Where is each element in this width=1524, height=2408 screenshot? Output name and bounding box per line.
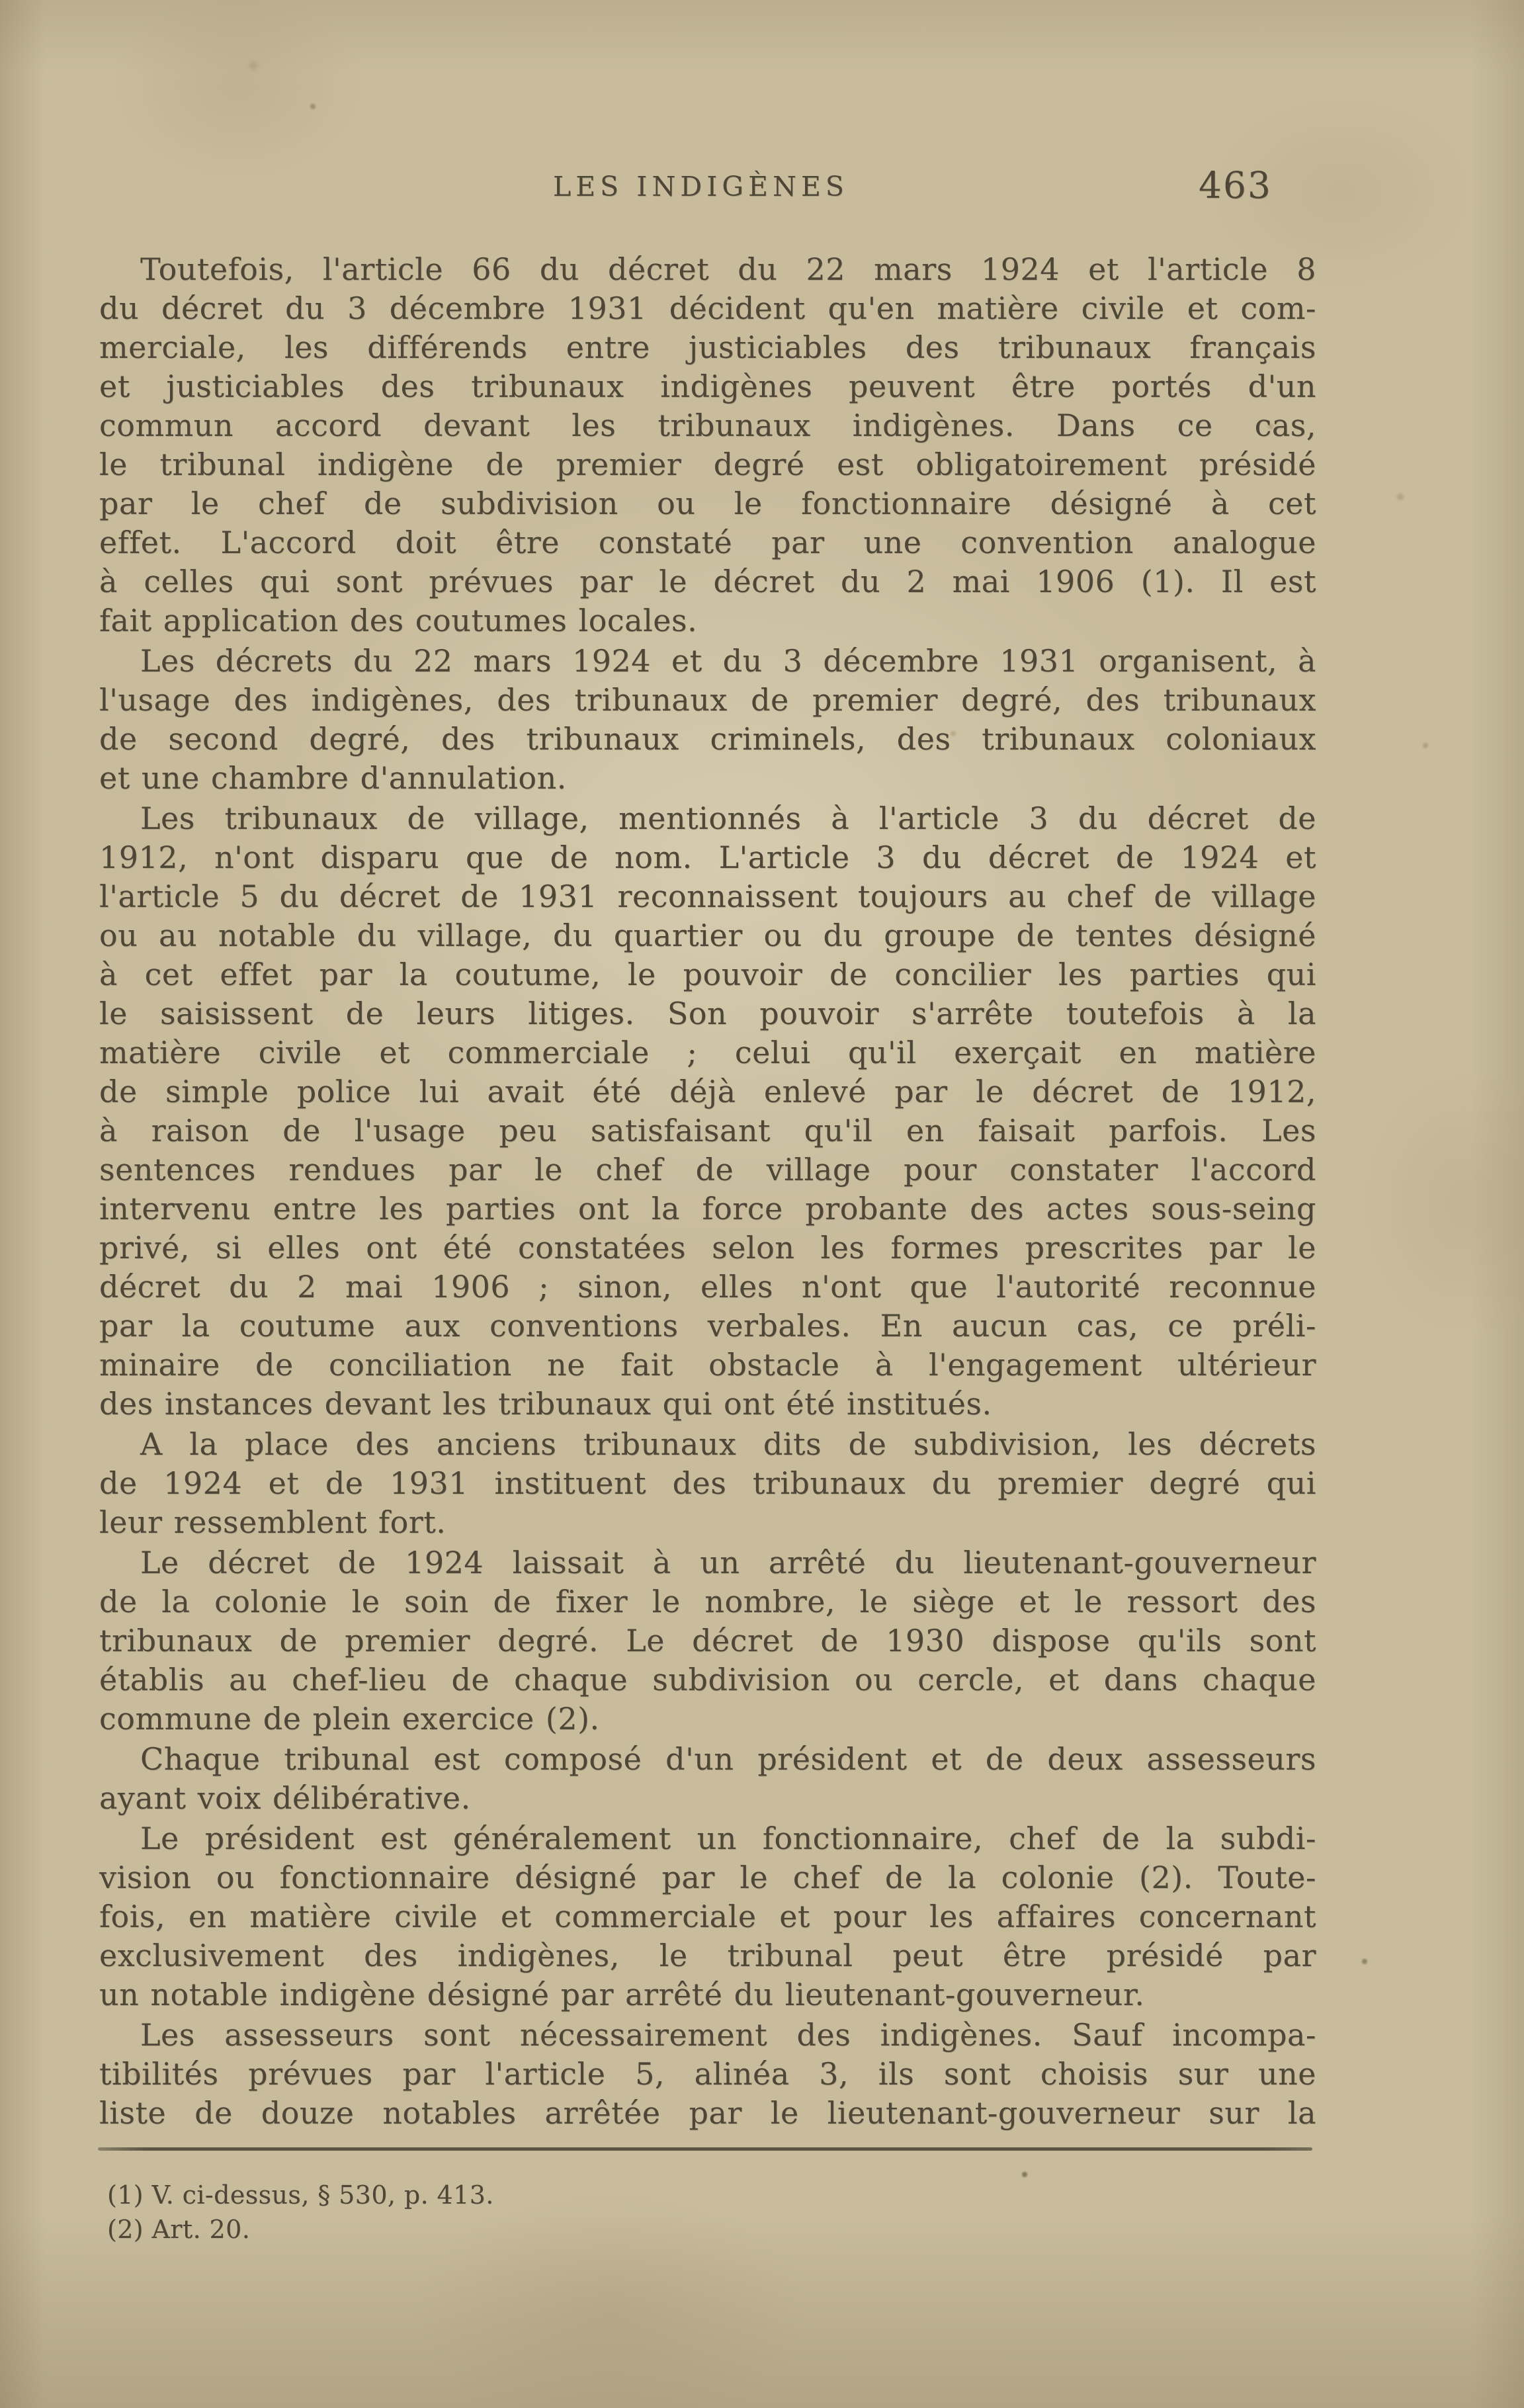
text-line: décret du 2 mai 1906 ; sinon, elles n'ont que l'autorité reconnue [99, 1269, 1316, 1305]
text-line: Les tribunaux de village, mentionnés à l'article 3 du décret de [140, 800, 1316, 836]
text-line: de la colonie le soin de fixer le nombre, le siège et le ressort des [99, 1584, 1316, 1619]
paragraph [99, 250, 1316, 640]
footnotes [107, 2178, 1232, 2247]
paragraph [99, 799, 1316, 1424]
text-line: effet. L'accord doit être constaté par une convention analogue [99, 525, 1316, 560]
text-line: Le décret de 1924 laissait à un arrêté du lieutenant-gouverneur [140, 1545, 1316, 1580]
footnote-separator [98, 2147, 1312, 2151]
text-line: à raison de l'usage peu satisfaisant qu'il en faisait parfois. Les [99, 1113, 1316, 1148]
text-line: minaire de conciliation ne fait obstacle à l'engagement ultérieur [99, 1347, 1316, 1383]
running-header [553, 171, 849, 202]
text-line: de 1924 et de 1931 instituent des tribunaux du premier degré qui [99, 1465, 1316, 1501]
text-line: 1912, n'ont disparu que de nom. L'article 3 du décret de 1924 et [99, 839, 1316, 875]
text-line: le saisissent de leurs litiges. Son pouvoir s'arrête toutefois à la [99, 996, 1316, 1031]
text-line: du décret du 3 décembre 1931 décident qu'en matière civile et com- [99, 290, 1316, 326]
text-line: ou au notable du village, du quartier ou du groupe de tentes désigné [99, 918, 1316, 953]
footnote: (1) V. ci-dessus, § 530, p. 413. [107, 2180, 494, 2210]
text-line: leur ressemblent fort. [99, 1504, 446, 1540]
text-line: fait application des coutumes locales. [99, 603, 698, 638]
text-line: un notable indigène désigné par arrêté du lieutenant-gouverneur. [99, 1977, 1145, 2012]
page-number: 463 [1199, 164, 1272, 206]
text-line: Les assesseurs sont nécessairement des indigènes. Sauf incompa- [140, 2017, 1316, 2053]
text-line: tibilités prévues par l'article 5, alinéa 3, ils sont choisis sur une [99, 2056, 1316, 2092]
paragraph [99, 642, 1316, 798]
text-line: Toutefois, l'article 66 du décret du 22 mars 1924 et l'article 8 [140, 251, 1316, 287]
text-line: par le chef de subdivision ou le fonctionnaire désigné à cet [99, 486, 1316, 521]
text-line: privé, si elles ont été constatées selon les formes prescrites par le [99, 1230, 1316, 1266]
text-line: intervenu entre les parties ont la force probante des actes sous-seing [99, 1191, 1316, 1226]
text-line: l'usage des indigènes, des tribunaux de premier degré, des tribunaux [99, 682, 1316, 718]
paragraph [99, 1425, 1316, 1542]
text-line: Les décrets du 22 mars 1924 et du 3 décembre 1931 organisent, à [140, 643, 1316, 679]
text-line: le tribunal indigène de premier degré est obligatoirement présidé [99, 447, 1316, 482]
text-line: à cet effet par la coutume, le pouvoir de concilier les parties qui [99, 957, 1316, 992]
text-line: Le président est généralement un fonctionnaire, chef de la subdi- [140, 1821, 1316, 1856]
text-line: et une chambre d'annulation. [99, 760, 567, 796]
paragraph [99, 2016, 1316, 2133]
text-line: matière civile et commerciale ; celui qu'il exerçait en matière [99, 1035, 1316, 1070]
text-line: de second degré, des tribunaux criminels, des tribunaux coloniaux [99, 721, 1316, 757]
running-header-title: LES INDIGÈNES [553, 171, 849, 202]
text-line: commun accord devant les tribunaux indigènes. Dans ce cas, [99, 408, 1316, 443]
text-line: A la place des anciens tribunaux dits de subdivision, les décrets [140, 1426, 1316, 1462]
text-line: de simple police lui avait été déjà enlevé par le décret de 1912, [99, 1074, 1316, 1109]
text-line: tribunaux de premier degré. Le décret de 1930 dispose qu'ils sont [99, 1623, 1316, 1658]
text-line: fois, en matière civile et commerciale et pour les affaires concernant [99, 1899, 1316, 1934]
text-line: établis au chef-lieu de chaque subdivision ou cercle, et dans chaque [99, 1662, 1316, 1698]
paragraph [99, 1819, 1316, 2014]
text-line: vision ou fonctionnaire désigné par le chef de la colonie (2). Toute- [99, 1860, 1316, 1895]
footnote: (2) Art. 20. [107, 2215, 251, 2244]
text-line: des instances devant les tribunaux qui ont été institués. [99, 1386, 992, 1422]
text-line: commune de plein exercice (2). [99, 1701, 600, 1737]
paragraph [99, 1543, 1316, 1739]
text-line: à celles qui sont prévues par le décret du 2 mai 1906 (1). Il est [99, 564, 1316, 599]
text-line: ayant voix délibérative. [99, 1780, 471, 1816]
body-text [99, 250, 1316, 2133]
text-line: merciale, les différends entre justiciables des tribunaux français [99, 329, 1316, 365]
paragraph [99, 1740, 1316, 1818]
text-line: sentences rendues par le chef de village pour constater l'accord [99, 1152, 1316, 1187]
text-line: l'article 5 du décret de 1931 reconnaissent toujours au chef de village [99, 879, 1316, 914]
text-line: et justiciables des tribunaux indigènes peuvent être portés d'un [99, 368, 1316, 404]
text-line: Chaque tribunal est composé d'un président et de deux assesseurs [140, 1741, 1316, 1777]
text-line: exclusivement des indigènes, le tribunal peut être présidé par [99, 1938, 1316, 1973]
text-line: liste de douze notables arrêtée par le lieutenant-gouverneur sur la [99, 2095, 1316, 2131]
text-line: par la coutume aux conventions verbales. En aucun cas, ce préli- [99, 1308, 1316, 1344]
